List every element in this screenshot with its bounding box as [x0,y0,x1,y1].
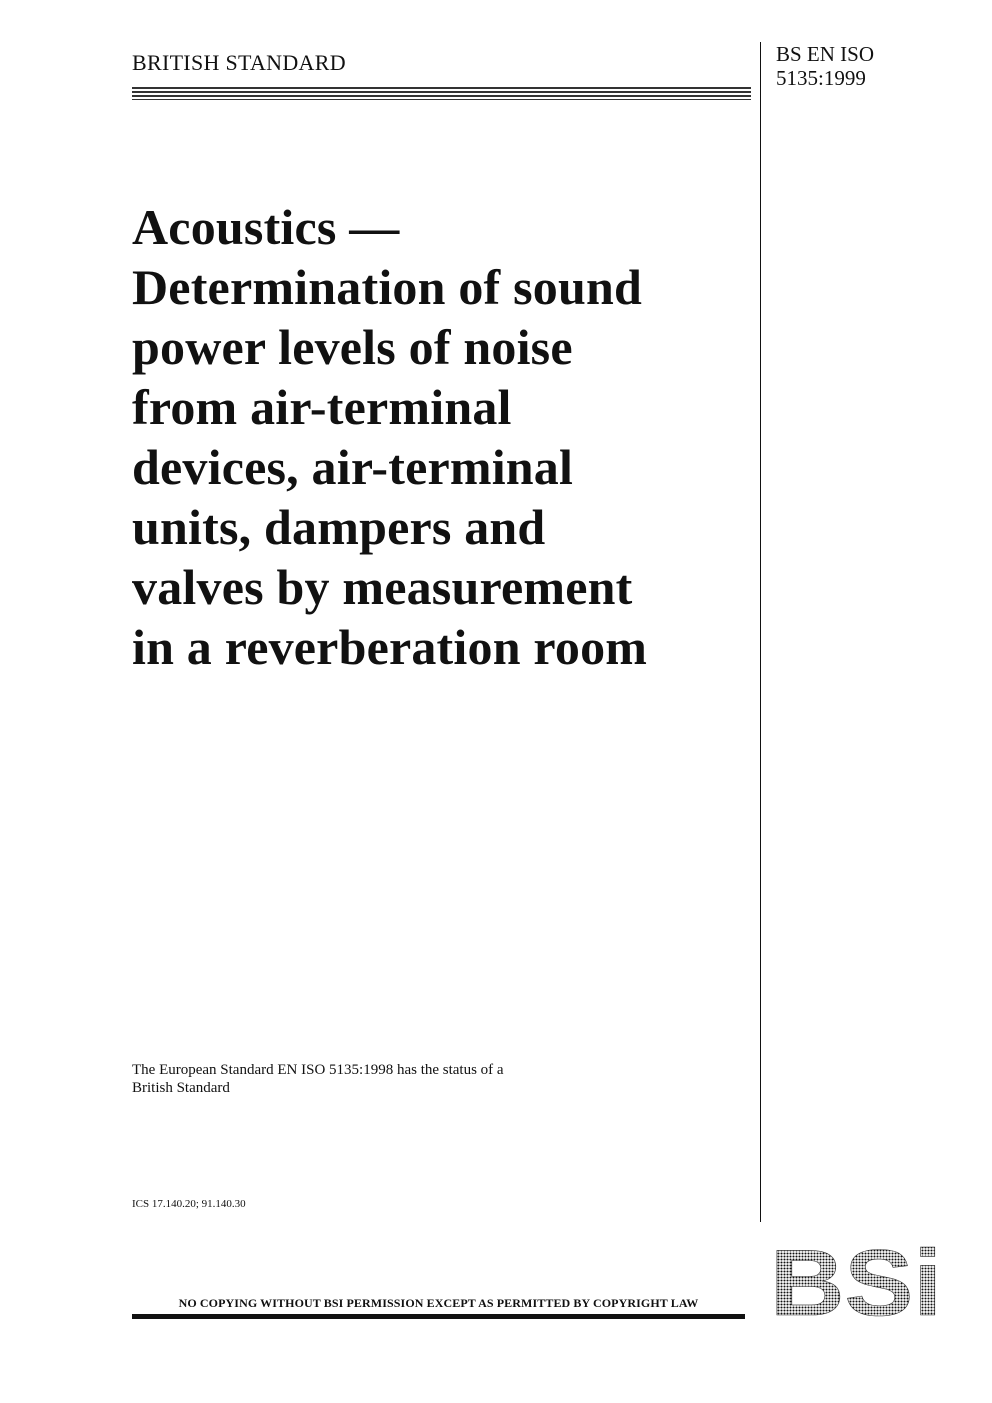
title-line: Acoustics — [132,199,400,255]
status-line-1: The European Standard EN ISO 5135:1998 has the status of a [132,1062,504,1078]
document-type-label: BRITISH STANDARD [132,50,346,75]
status-statement [132,1061,652,1097]
title-line: devices, air-terminal [132,439,574,495]
title-line: units, dampers and [132,499,546,555]
footer-rule [132,1314,745,1319]
title-line: from air-terminal [132,379,512,435]
status-line-2: British Standard [132,1080,230,1096]
bsi-logo [768,1243,944,1319]
title-line: power levels of noise [132,319,573,375]
standard-number-line-2: 5135:1999 [776,66,866,90]
standard-number [776,42,874,90]
ics-codes: ICS 17.140.20; 91.140.30 [132,1198,246,1210]
header-rule [132,87,751,100]
bsi-logo-text: BSi [770,1243,942,1319]
title-line: Determination of sound [132,259,642,315]
standard-number-line-1: BS EN ISO [776,42,875,66]
copyright-notice: NO COPYING WITHOUT BSI PERMISSION EXCEPT AS PERMITTED BY COPYRIGHT LAW [178,1296,699,1310]
document-title [132,197,772,677]
title-line: in a reverberation room [132,619,648,675]
title-line: valves by measurement [132,559,633,615]
